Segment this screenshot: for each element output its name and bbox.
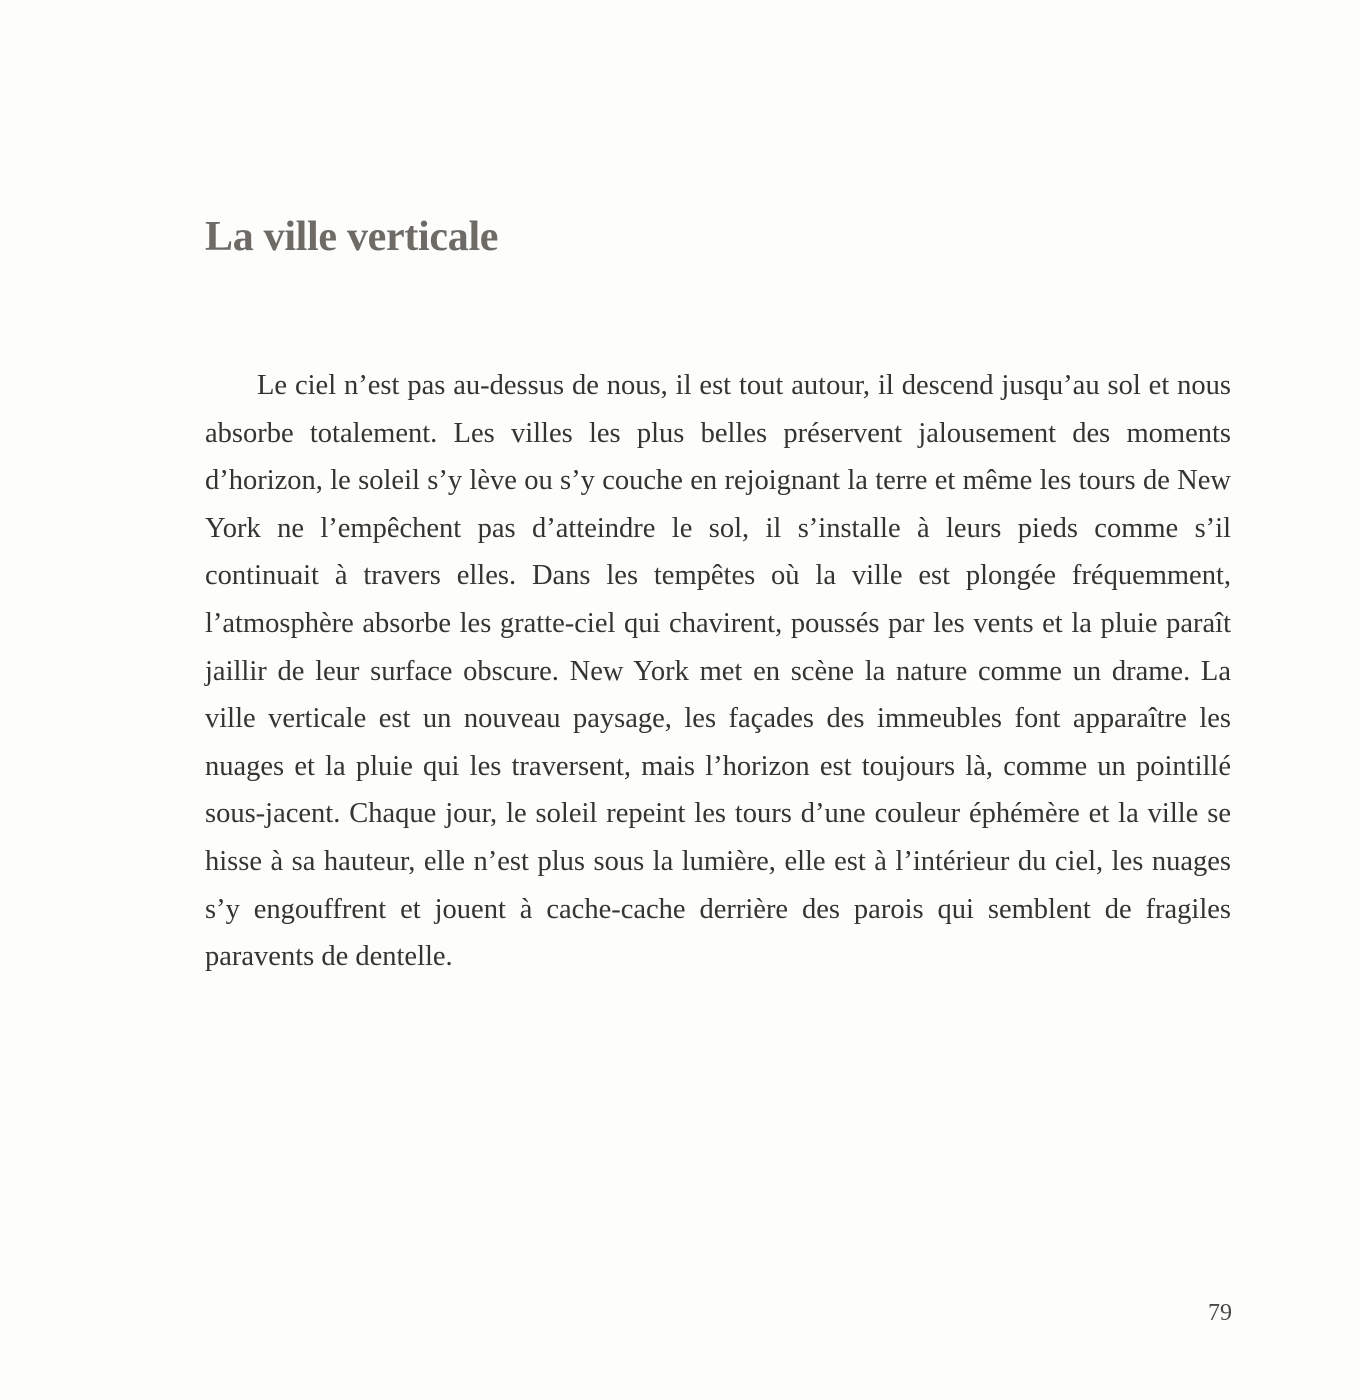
body-paragraph: Le ciel n’est pas au-dessus de nous, il est tout autour, il descend jusqu’au sol et nous absorbe totalement. Les villes les plus belles préservent jalousement des moments d’horizon, le soleil s’y lève ou s’y couche en rejoignant la terre et même les tours de New York ne l’empêchent pas d’atteindre le sol, il s’installe à leurs pieds comme s’il continuait à travers elles. Dans les tempêtes où la ville est plongée fréquemment, l’atmosphère absorbe les gratte-ciel qui chavirent, poussés par les vents et la pluie paraît jaillir de leur surface obscure. New York met en scène la nature comme un drame. La ville verticale est un nouveau paysage, les façades des immeubles font apparaître les nuages et la pluie qui les traversent, mais l’horizon est toujours là, comme un pointillé sous-jacent. Chaque jour, le soleil repeint les tours d’une couleur éphémère et la ville se hisse à sa hauteur, elle n’est plus sous la lumière, elle est à l’intérieur du ciel, les nuages s’y engouffrent et jouent à cache-cache derrière des parois qui semblent de fragiles paravents de dentelle.: [205, 370, 1231, 973]
page-number: 79: [1208, 1300, 1232, 1326]
chapter-title: La ville verticale: [205, 214, 499, 260]
